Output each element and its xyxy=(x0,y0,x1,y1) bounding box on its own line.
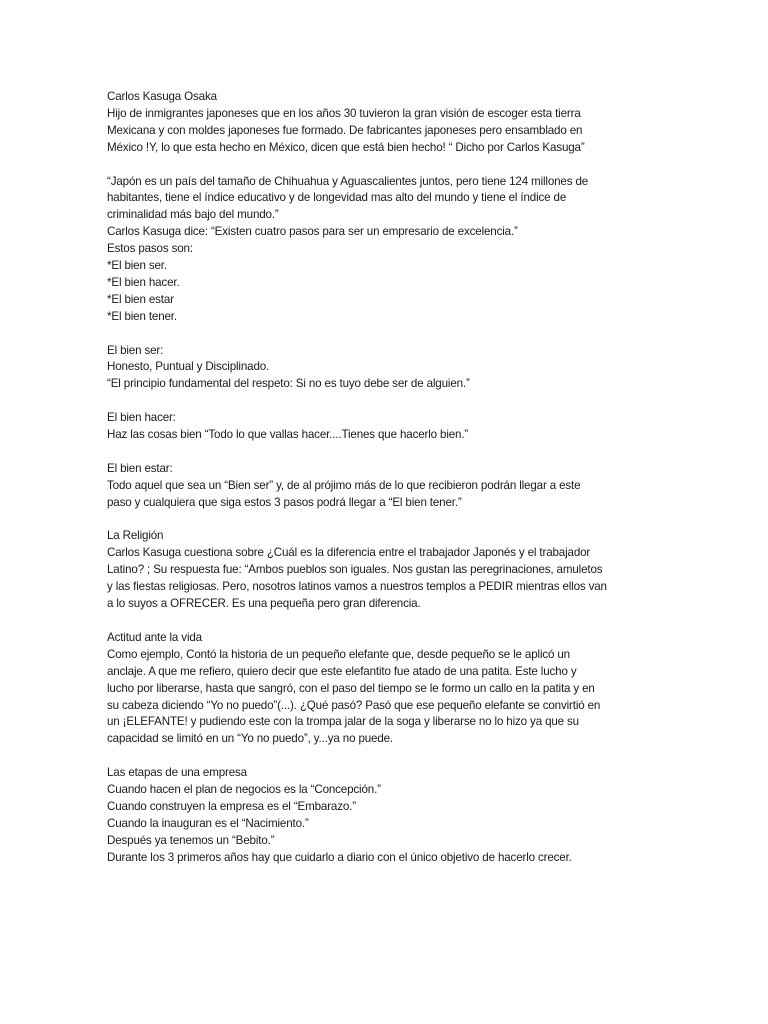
text-line: lucho por liberarse, hasta que sangró, con el paso del tiempo se le formo un callo en la patita y en xyxy=(107,681,595,695)
text-line: Carlos Kasuga cuestiona sobre ¿Cuál es la diferencia entre el trabajador Japonés y el trabajador xyxy=(107,546,591,560)
paragraph-break xyxy=(107,444,652,461)
text-line: “El principio fundamental del respeto: Si no es tuyo debe ser de alguien.” xyxy=(107,377,470,391)
paragraph-break xyxy=(107,157,652,174)
text-line: Estos pasos son: xyxy=(107,242,193,256)
text-line: a lo suyos a OFRECER. Es una pequeña pero gran diferencia. xyxy=(107,597,421,611)
text-line: Carlos Kasuga Osaka xyxy=(107,90,217,103)
text-line: Honesto, Puntual y Disciplinado. xyxy=(107,360,270,374)
paragraph-break xyxy=(107,748,652,765)
text-line: *El bien estar xyxy=(107,292,174,306)
text-line: “Japón es un país del tamaño de Chihuahua y Aguascalientes juntos, pero tiene 124 millones de xyxy=(107,174,589,188)
paragraph-break xyxy=(107,512,652,529)
text-line: su cabeza diciendo “Yo no puedo”(...). ¿Qué pasó? Pasó que ese pequeño elefante se convirtió en xyxy=(107,698,601,712)
text-line: Carlos Kasuga dice: “Existen cuatro pasos para ser un empresario de excelencia.” xyxy=(107,225,518,239)
text-line: Latino? ; Su respuesta fue: “Ambos pueblos son iguales. Nos gustan las peregrinaciones, amuletos xyxy=(107,563,603,577)
text-line: Actitud ante la vida xyxy=(107,630,202,644)
text-line: y las fiestas religiosas. Pero, nosotros latinos vamos a nuestros templos a PEDIR mientras ellos van xyxy=(107,580,607,594)
text-line: La Religión xyxy=(107,529,164,543)
text-line: *El bien tener. xyxy=(107,309,177,323)
text-line: El bien estar: xyxy=(107,461,173,475)
text-line: Cuando construyen la empresa es el “Embarazo.” xyxy=(107,799,356,813)
text-line: capacidad se limitó en un “Yo no puedo”, y...ya no puede. xyxy=(107,732,394,746)
text-line: Todo aquel que sea un “Bien ser” y, de al prójimo más de lo que recibieron podrán llegar a este xyxy=(107,478,581,492)
text-line: Después ya tenemos un “Bebito.” xyxy=(107,833,275,847)
text-line: criminalidad más bajo del mundo.” xyxy=(107,208,279,222)
text-line: *El bien ser. xyxy=(107,259,167,273)
text-line: habitantes, tiene el índice educativo y de longevidad mas alto del mundo y tiene el índice de xyxy=(107,191,567,205)
text-line: anclaje. A que me refiero, quiero decir que este elefantito fue atado de una patita. Este lucho y xyxy=(107,664,577,678)
text-line: El bien ser: xyxy=(107,343,164,357)
text-line: un ¡ELEFANTE! y pudiendo este con la trompa jalar de la soga y liberarse no lo hizo ya que su xyxy=(107,715,579,729)
text-line: *El bien hacer. xyxy=(107,275,180,289)
text-line: Cuando la inauguran es el “Nacimiento.” xyxy=(107,816,309,830)
text-line: Cuando hacen el plan de negocios es la “Concepción.” xyxy=(107,783,381,797)
paragraph-break xyxy=(107,393,652,410)
paragraph-break xyxy=(107,326,652,343)
text-line: paso y cualquiera que siga estos 3 pasos podrá llegar a “El bien tener.” xyxy=(107,495,462,509)
text-line: Durante los 3 primeros años hay que cuidarlo a diario con el único objetivo de hacerlo crecer. xyxy=(107,850,572,864)
text-line: Mexicana y con moldes japoneses fue formado. De fabricantes japoneses pero ensamblado en xyxy=(107,123,583,137)
text-line: Las etapas de una empresa xyxy=(107,766,247,780)
paragraph-break xyxy=(107,613,652,630)
text-line: Como ejemplo, Contó la historia de un pequeño elefante que, desde pequeño se le aplicó un xyxy=(107,647,570,661)
text-line: Hijo de inmigrantes japoneses que en los años 30 tuvieron la gran visión de escoger esta tierra xyxy=(107,106,581,120)
text-line: Haz las cosas bien “Todo lo que vallas hacer....Tienes que hacerlo bien.” xyxy=(107,428,469,442)
document-body xyxy=(107,89,652,867)
text-line: México !Y, lo que esta hecho en México, dicen que está bien hecho! “ Dicho por Carlos Kasuga” xyxy=(107,140,585,154)
text-line: El bien hacer: xyxy=(107,411,176,425)
